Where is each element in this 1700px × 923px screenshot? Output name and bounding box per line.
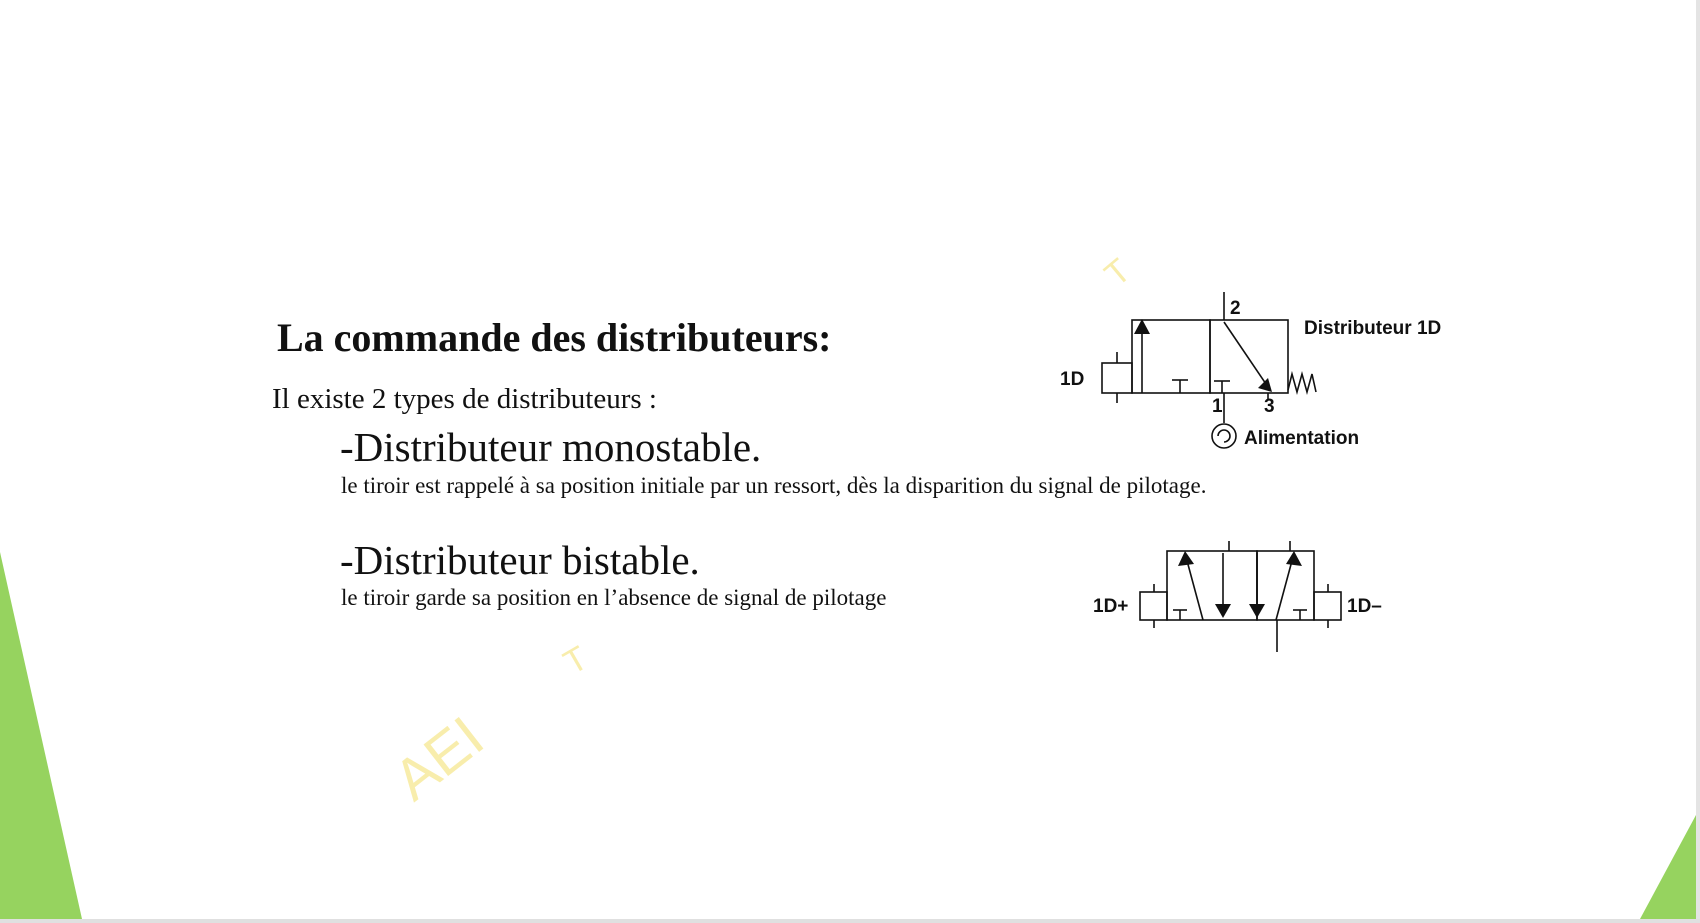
watermark-text: AEI (381, 704, 496, 813)
monostable-heading: -Distributeur monostable. (340, 424, 762, 470)
bistable-pilot-right: 1D– (1347, 596, 1382, 617)
monostable-port-1: 1 (1212, 396, 1223, 417)
monostable-pilot-label: 1D (1060, 369, 1085, 390)
slide-title: La commande des distributeurs: (277, 315, 832, 360)
bistable-pilot-left: 1D+ (1093, 596, 1129, 617)
monostable-name-label: Distributeur 1D (1304, 318, 1442, 339)
intro-text: Il existe 2 types de distributeurs : (272, 383, 657, 415)
watermark-fragment-2: T (1097, 251, 1139, 295)
watermark-fragment: T (557, 639, 595, 683)
bistable-heading: -Distributeur bistable. (340, 537, 700, 583)
monostable-description: le tiroir est rappelé à sa position initiale par un ressort, dès la disparition du signal de pilotage. (341, 473, 1207, 498)
monostable-port-3: 3 (1264, 396, 1275, 417)
supply-label: Alimentation (1244, 428, 1360, 449)
bistable-description: le tiroir garde sa position en l’absence de signal de pilotage (341, 585, 887, 610)
monostable-port-2: 2 (1230, 298, 1241, 319)
